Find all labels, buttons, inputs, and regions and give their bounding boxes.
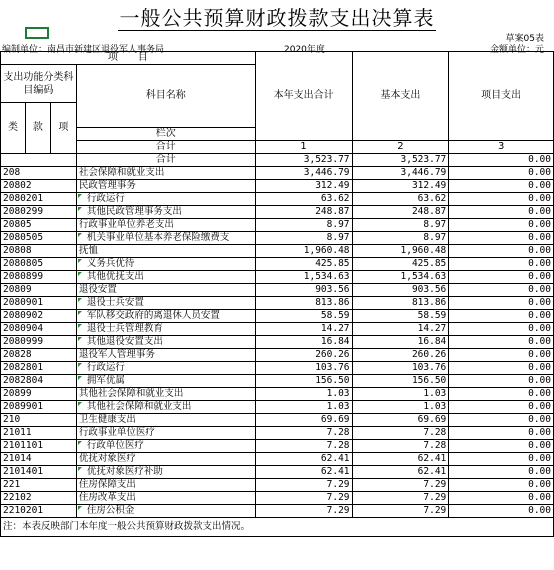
header-col1: 1	[255, 141, 352, 154]
row-code[interactable]: 20808	[1, 245, 77, 258]
row-code[interactable]: 2080805	[1, 258, 77, 271]
row-name[interactable]	[76, 193, 255, 206]
row-basic[interactable]: 62.41	[352, 466, 449, 479]
cell-comment-marker-icon	[78, 194, 82, 198]
row-code[interactable]: 2080299	[1, 206, 77, 219]
row-project[interactable]: 0.00	[449, 193, 554, 206]
row-name-text: 机关事业单位基本养老保险缴费支	[86, 232, 230, 243]
table-row	[1, 206, 554, 219]
row-name[interactable]	[76, 362, 255, 375]
header-lei: 类	[1, 103, 26, 154]
row-basic[interactable]: 3,446.79	[352, 167, 449, 180]
row-basic[interactable]: 248.87	[352, 206, 449, 219]
header-xiang: 项	[50, 103, 76, 154]
header-item: 项 目	[1, 52, 256, 65]
row-code[interactable]: 2210201	[1, 505, 77, 518]
row-name-text: 优抚对象医疗补助	[86, 466, 163, 477]
table-row	[1, 492, 554, 505]
row-basic[interactable]: 425.85	[352, 258, 449, 271]
row-code[interactable]: 2089901	[1, 401, 77, 414]
note-row	[1, 518, 554, 537]
row-code[interactable]: 2080505	[1, 232, 77, 245]
row-basic[interactable]: 63.62	[352, 193, 449, 206]
table-row	[1, 167, 554, 180]
row-project[interactable]: 0.00	[449, 466, 554, 479]
row-name[interactable]	[76, 401, 255, 414]
row-total[interactable]: 7.28	[255, 427, 352, 440]
row-name-text: 军队移交政府的离退休人员安置	[86, 310, 220, 321]
expenditure-table	[0, 51, 554, 537]
row-project[interactable]: 0.00	[449, 492, 554, 505]
table-row	[1, 284, 554, 297]
row-code[interactable]: 2082801	[1, 362, 77, 375]
row-total[interactable]: 260.26	[255, 349, 352, 362]
row-basic[interactable]: 7.29	[352, 479, 449, 492]
row-code[interactable]: 2080201	[1, 193, 77, 206]
row-total[interactable]: 62.41	[255, 453, 352, 466]
row-total[interactable]: 3,446.79	[255, 167, 352, 180]
table-note: 注：本表反映部门本年度一般公共预算财政拨款支出情况。	[1, 518, 554, 537]
currency-unit: 金额单位：元	[489, 45, 544, 55]
row-project[interactable]: 0.00	[449, 479, 554, 492]
row-name-text: 行政单位医疗	[86, 440, 144, 451]
row-total[interactable]: 8.97	[255, 219, 352, 232]
table-row	[1, 414, 554, 427]
cell-comment-marker-icon	[78, 272, 82, 276]
table-row	[1, 245, 554, 258]
row-code[interactable]: 2080902	[1, 310, 77, 323]
row-basic[interactable]: 260.26	[352, 349, 449, 362]
row-total[interactable]: 312.49	[255, 180, 352, 193]
row-code[interactable]: 2101101	[1, 440, 77, 453]
header-total: 本年支出合计	[255, 52, 352, 141]
row-name-text: 其他社会保障和就业支出	[86, 401, 192, 412]
sum-basic[interactable]: 3,523.77	[352, 154, 449, 167]
table-row	[1, 388, 554, 401]
row-project[interactable]: 0.00	[449, 271, 554, 284]
row-total[interactable]: 7.29	[255, 479, 352, 492]
cell-comment-marker-icon	[78, 298, 82, 302]
row-project[interactable]: 0.00	[449, 505, 554, 518]
row-code[interactable]: 20805	[1, 219, 77, 232]
row-total[interactable]: 69.69	[255, 414, 352, 427]
row-name-text: 其他优抚支出	[86, 271, 144, 282]
table-row	[1, 180, 554, 193]
table-row	[1, 193, 554, 206]
row-project[interactable]: 0.00	[449, 206, 554, 219]
row-total[interactable]: 8.97	[255, 232, 352, 245]
row-project[interactable]: 0.00	[449, 388, 554, 401]
row-name[interactable]	[76, 505, 255, 518]
row-total[interactable]: 903.56	[255, 284, 352, 297]
row-name[interactable]	[76, 388, 255, 401]
row-code[interactable]: 210	[1, 414, 77, 427]
row-basic[interactable]: 7.29	[352, 492, 449, 505]
sum-total[interactable]: 3,523.77	[255, 154, 352, 167]
row-project[interactable]: 0.00	[449, 440, 554, 453]
table-row	[1, 323, 554, 336]
row-basic[interactable]: 312.49	[352, 180, 449, 193]
row-project[interactable]: 0.00	[449, 167, 554, 180]
row-name-text: 退役军人管理事务	[78, 349, 155, 360]
table-row	[1, 375, 554, 388]
row-name[interactable]	[76, 258, 255, 271]
row-name-text: 抚恤	[78, 245, 98, 256]
title-underline	[118, 30, 436, 31]
row-code[interactable]: 21014	[1, 453, 77, 466]
row-basic[interactable]: 62.41	[352, 453, 449, 466]
row-name[interactable]	[76, 427, 255, 440]
row-project[interactable]: 0.00	[449, 336, 554, 349]
row-code[interactable]: 20802	[1, 180, 77, 193]
row-name[interactable]	[76, 453, 255, 466]
cell-comment-marker-icon	[78, 506, 82, 510]
header-col-label: 栏次	[76, 128, 255, 141]
row-total[interactable]: 103.76	[255, 362, 352, 375]
row-total[interactable]: 63.62	[255, 193, 352, 206]
row-project[interactable]: 0.00	[449, 349, 554, 362]
row-basic[interactable]: 8.97	[352, 232, 449, 245]
header-col3: 3	[449, 141, 554, 154]
row-project[interactable]: 0.00	[449, 414, 554, 427]
cell-comment-marker-icon	[78, 207, 82, 211]
cell-comment-marker-icon	[78, 363, 82, 367]
row-project[interactable]: 0.00	[449, 297, 554, 310]
row-code[interactable]: 22102	[1, 492, 77, 505]
row-name-text: 拥军优属	[86, 375, 125, 386]
row-name[interactable]	[76, 219, 255, 232]
row-basic[interactable]: 7.28	[352, 427, 449, 440]
row-project[interactable]: 0.00	[449, 401, 554, 414]
table-row	[1, 271, 554, 284]
row-name[interactable]	[76, 310, 255, 323]
header-col2: 2	[352, 141, 449, 154]
compiling-unit: 编制单位：南昌市新建区退役军人事务局	[2, 45, 165, 55]
cell-comment-marker-icon	[78, 337, 82, 341]
row-name[interactable]	[76, 167, 255, 180]
row-name[interactable]	[76, 271, 255, 284]
row-code[interactable]: 221	[1, 479, 77, 492]
row-name[interactable]	[76, 284, 255, 297]
row-basic[interactable]: 903.56	[352, 284, 449, 297]
table-row	[1, 310, 554, 323]
row-code[interactable]: 2101401	[1, 466, 77, 479]
row-name-text: 卫生健康支出	[78, 414, 136, 425]
row-name[interactable]	[76, 206, 255, 219]
row-name[interactable]	[76, 414, 255, 427]
row-project[interactable]: 0.00	[449, 258, 554, 271]
header-sum-label: 合计	[76, 141, 255, 154]
page-title: 一般公共预算财政拨款支出决算表	[119, 6, 435, 30]
row-total[interactable]: 7.29	[255, 492, 352, 505]
row-total[interactable]: 62.41	[255, 466, 352, 479]
row-basic[interactable]: 14.27	[352, 323, 449, 336]
row-basic[interactable]: 1.03	[352, 401, 449, 414]
row-name-text: 退役安置	[78, 284, 117, 295]
cell-comment-marker-icon	[78, 467, 82, 471]
row-code[interactable]: 2080904	[1, 323, 77, 336]
row-name-text: 行政运行	[86, 362, 125, 373]
row-name[interactable]	[76, 349, 255, 362]
row-basic[interactable]: 8.97	[352, 219, 449, 232]
table-row	[1, 466, 554, 479]
row-total[interactable]: 1.03	[255, 401, 352, 414]
cell-comment-marker-icon	[78, 259, 82, 263]
sum-project[interactable]: 0.00	[449, 154, 554, 167]
row-name-text: 其他社会保障和就业支出	[78, 388, 184, 399]
table-row	[1, 258, 554, 271]
table-row	[1, 479, 554, 492]
row-name[interactable]	[76, 245, 255, 258]
row-code[interactable]: 2080899	[1, 271, 77, 284]
row-project[interactable]: 0.00	[449, 375, 554, 388]
row-name[interactable]	[76, 297, 255, 310]
row-name-text: 住房公积金	[86, 505, 135, 516]
row-basic[interactable]: 1.03	[352, 388, 449, 401]
row-basic[interactable]: 7.28	[352, 440, 449, 453]
cell-comment-marker-icon	[78, 441, 82, 445]
row-basic[interactable]: 813.86	[352, 297, 449, 310]
row-name[interactable]	[76, 180, 255, 193]
row-total[interactable]: 16.84	[255, 336, 352, 349]
row-project[interactable]: 0.00	[449, 284, 554, 297]
row-basic[interactable]: 1,534.63	[352, 271, 449, 284]
cell-comment-marker-icon	[78, 324, 82, 328]
row-name-text: 行政事业单位医疗	[78, 427, 155, 438]
header-kuan: 款	[25, 103, 50, 154]
row-project[interactable]: 0.00	[449, 245, 554, 258]
row-project[interactable]: 0.00	[449, 232, 554, 245]
row-code[interactable]: 2080901	[1, 297, 77, 310]
row-project[interactable]: 0.00	[449, 362, 554, 375]
table-row	[1, 219, 554, 232]
row-total[interactable]: 14.27	[255, 323, 352, 336]
table-row	[1, 232, 554, 245]
row-basic[interactable]: 7.29	[352, 505, 449, 518]
table-row	[1, 362, 554, 375]
row-project[interactable]: 0.00	[449, 310, 554, 323]
row-name-text: 行政运行	[86, 193, 125, 204]
row-total[interactable]: 1,960.48	[255, 245, 352, 258]
table-row	[1, 427, 554, 440]
row-name-text: 退役士兵管理教育	[86, 323, 163, 334]
row-basic[interactable]: 103.76	[352, 362, 449, 375]
row-name-text: 退役士兵安置	[86, 297, 144, 308]
header-basic: 基本支出	[352, 52, 449, 141]
row-name-text: 优抚对象医疗	[78, 453, 136, 464]
row-code[interactable]: 208	[1, 167, 77, 180]
row-name[interactable]	[76, 440, 255, 453]
row-basic[interactable]: 69.69	[352, 414, 449, 427]
table-row	[1, 453, 554, 466]
cell-comment-marker-icon	[78, 311, 82, 315]
row-name-text: 其他民政管理事务支出	[86, 206, 182, 217]
table-row	[1, 401, 554, 414]
row-basic[interactable]: 1,960.48	[352, 245, 449, 258]
row-total[interactable]: 7.29	[255, 505, 352, 518]
row-name[interactable]	[76, 492, 255, 505]
row-basic[interactable]: 156.50	[352, 375, 449, 388]
fiscal-year: 2020年度	[284, 45, 325, 55]
row-name[interactable]	[76, 232, 255, 245]
row-name[interactable]	[76, 466, 255, 479]
row-name-text: 住房保障支出	[78, 479, 136, 490]
sum-label[interactable]: 合计	[76, 154, 255, 167]
row-code[interactable]: 20809	[1, 284, 77, 297]
row-total[interactable]: 58.59	[255, 310, 352, 323]
row-project[interactable]: 0.00	[449, 453, 554, 466]
cell-comment-marker-icon	[78, 233, 82, 237]
row-project[interactable]: 0.00	[449, 180, 554, 193]
table-row	[1, 440, 554, 453]
row-total[interactable]: 7.28	[255, 440, 352, 453]
row-name-text: 社会保障和就业支出	[78, 167, 165, 178]
row-project[interactable]: 0.00	[449, 219, 554, 232]
row-project[interactable]: 0.00	[449, 323, 554, 336]
row-total[interactable]: 156.50	[255, 375, 352, 388]
row-name-text: 义务兵优待	[86, 258, 135, 269]
row-basic[interactable]: 16.84	[352, 336, 449, 349]
row-name-text: 住房改革支出	[78, 492, 136, 503]
row-name[interactable]	[76, 323, 255, 336]
row-total[interactable]: 248.87	[255, 206, 352, 219]
cell-comment-marker-icon	[78, 376, 82, 380]
row-name-text: 民政管理事务	[78, 180, 136, 191]
table-row	[1, 349, 554, 362]
row-project[interactable]: 0.00	[449, 427, 554, 440]
row-name[interactable]	[76, 336, 255, 349]
row-total[interactable]: 1.03	[255, 388, 352, 401]
row-code[interactable]: 20828	[1, 349, 77, 362]
row-total[interactable]: 1,534.63	[255, 271, 352, 284]
header-project: 项目支出	[449, 52, 554, 141]
row-total[interactable]: 425.85	[255, 258, 352, 271]
row-code[interactable]: 2082804	[1, 375, 77, 388]
table-row	[1, 336, 554, 349]
table-row	[1, 505, 554, 518]
form-code: 草案05表	[505, 34, 544, 44]
cell-comment-marker-icon	[78, 402, 82, 406]
table-row	[1, 297, 554, 310]
row-code[interactable]: 2080999	[1, 336, 77, 349]
row-name-text: 其他退役安置支出	[86, 336, 163, 347]
header-name: 科目名称	[76, 65, 255, 128]
row-name-text: 行政事业单位养老支出	[78, 219, 174, 230]
row-basic[interactable]: 58.59	[352, 310, 449, 323]
row-code[interactable]: 20899	[1, 388, 77, 401]
row-code[interactable]: 21011	[1, 427, 77, 440]
row-total[interactable]: 813.86	[255, 297, 352, 310]
row-name[interactable]	[76, 479, 255, 492]
sum-code-cell[interactable]	[1, 154, 77, 167]
row-name[interactable]	[76, 375, 255, 388]
header-code-group: 支出功能分类科目编码	[1, 65, 77, 103]
